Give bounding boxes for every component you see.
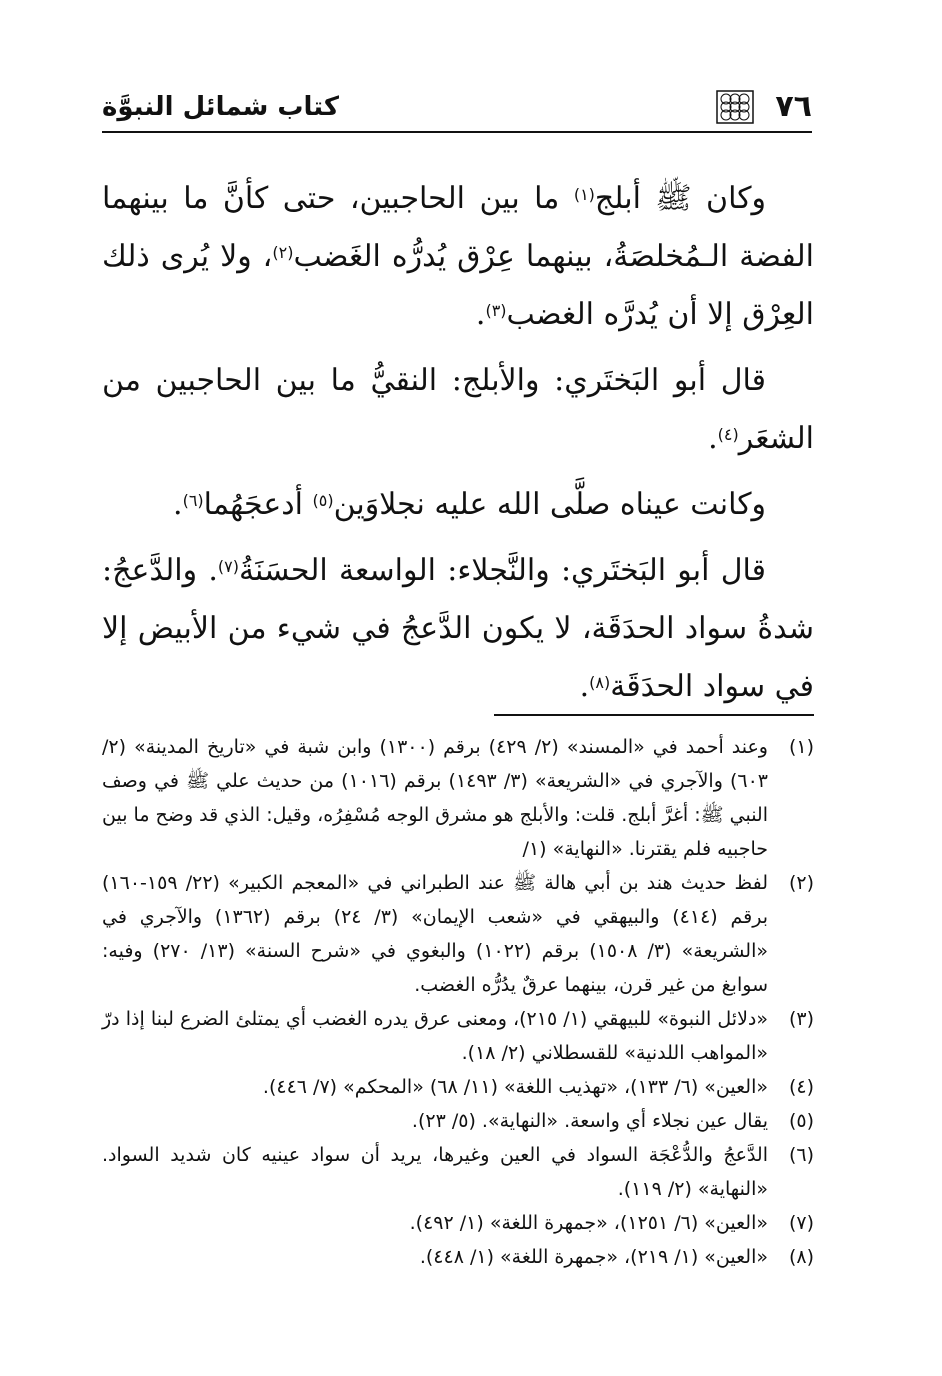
- arabesque-ornament-icon: [716, 90, 754, 124]
- footnote-ref[interactable]: (٣): [485, 301, 507, 320]
- footnote-text: «العين» (٦/ ١٣٣)، «تهذيب اللغة» (١١/ ٦٨) «المحكم» (٧/ ٤٤٦).: [262, 1076, 768, 1098]
- text-segment: . والدَّعجُ: شدةُ سواد الحدَقَة، لا يكون الدَّعجُ في شيء من الأبيض إلا في سواد الحدَقَة: [102, 553, 814, 704]
- text-segment: .: [475, 297, 486, 332]
- text-segment: قال أبو البَختَري: والأبلج: النقيُّ ما بين الحاجبين من الشعَر: [102, 363, 814, 456]
- text-segment: ، ولا يُرى ذلك العِرْق إلا أن يُدرَّه الغضب: [102, 239, 814, 332]
- footnote-item: [102, 1240, 814, 1274]
- page-number: ٧٦: [775, 89, 812, 124]
- footnote-text: «العين» (١/ ٢١٩)، «جمهرة اللغة» (١/ ٤٤٨).: [419, 1246, 768, 1268]
- footnote-number: (٥): [788, 1110, 814, 1132]
- main-text: [102, 170, 814, 716]
- text-segment: وكان ﷺ أبلج: [594, 181, 766, 216]
- footnote-item: [102, 1002, 814, 1070]
- footnote-text: يقال عين نجلاء أي واسعة. «النهاية». (٥/ ٢٣).: [411, 1110, 768, 1132]
- text-segment: ما بين الحاجبين، حتى كأنَّ ما بينهما الفضة الـمُخلصَةُ، بينهما عِرْق يُدرُّه الغَضب: [102, 181, 814, 274]
- footnote-text: وعند أحمد في «المسند» (٢/ ٤٢٩) برقم (١٣٠٠) وابن شبة في «تاريخ المدينة» (٢/ ٦٠٣) والآجري في «الشريعة» (٣/ ١٤٩٣) برقم (١٠١٦) من حديث علي ﷺ في وصف النبي ﷺ: أغرَّ أبلج. قلت: والأبلج هو مشرق الوجه مُسْفِرُه، وقيل: الذي قد وضح ما بين حاجبيه فلم يقترنا. «النهاية» (١/: [102, 736, 769, 860]
- footnote-text: لفظ حديث هند بن أبي هالة ﷺ عند الطبراني في «المعجم الكبير» (٢٢/ ١٥٩-١٦٠) برقم (٤١٤) والبيهقي في «شعب الإيمان» (٣/ ٢٤) برقم (١٣٦٢) والآجري في «الشريعة» (٣/ ١٥٠٨) برقم (١٠٢٢) والبغوي في «شرح السنة» (١٣/ ٢٧٠) وفيه: سوابغ من غير قرن، بينهما عرقٌ يدُرُّه الغضب.: [102, 872, 768, 996]
- footnote-ref[interactable]: (٨): [589, 673, 611, 692]
- footnote-number: (٢): [788, 872, 814, 894]
- footnote-ref[interactable]: (٧): [217, 557, 239, 576]
- footnote-item: [102, 730, 814, 866]
- footnote-item: [102, 1070, 814, 1104]
- paragraph: [102, 542, 814, 716]
- footnote-number: (٨): [788, 1246, 814, 1268]
- footnote-number: (٤): [788, 1076, 814, 1098]
- footnote-item: [102, 1104, 814, 1138]
- footnote-text: «العين» (٦/ ١٢٥١)، «جمهرة اللغة» (١/ ٤٩٢).: [409, 1212, 768, 1234]
- footnote-text: «دلائل النبوة» للبيهقي (١/ ٢١٥)، ومعنى عرق يدره الغضب أي يمتلئ الضرع لبنا إذا درّ «المواهب اللدنية» للقسطلاني (٢/ ١٨).: [102, 1008, 768, 1064]
- footnote-ref[interactable]: (٤): [717, 425, 739, 444]
- footnote-ref[interactable]: (١): [573, 185, 595, 204]
- footnote-text: الدَّعجُ والدُّعْجَة السواد في العين وغيرها، يريد أن سواد عينيه كان شديد السواد. «النهاية» (٢/ ١١٩).: [102, 1144, 768, 1200]
- footnote-number: (٣): [788, 1008, 814, 1030]
- footnote-item: [102, 1206, 814, 1240]
- footnote-separator: [494, 714, 814, 716]
- paragraph: [102, 352, 814, 468]
- header-rule: [102, 131, 812, 133]
- footnote-ref[interactable]: (٢): [272, 243, 294, 262]
- footnote-ref[interactable]: (٥): [312, 491, 334, 510]
- text-segment: وكانت عيناه صلَّى الله عليه نجلاوَين: [333, 487, 766, 522]
- footnote-item: [102, 1138, 814, 1206]
- footnote-ref[interactable]: (٦): [182, 491, 204, 510]
- text-segment: قال أبو البَختَري: والنَّجلاء: الواسعة الحسَنَةُ: [238, 553, 767, 588]
- text-segment: .: [708, 421, 718, 456]
- footnote-number: (٦): [788, 1144, 814, 1166]
- text-segment: أدعجَهُما: [203, 487, 313, 522]
- paragraph: [102, 170, 814, 344]
- text-segment: .: [173, 487, 183, 522]
- page-header: [102, 88, 812, 126]
- running-title: كتاب شمائل النبوَّة: [102, 92, 340, 122]
- footnote-number: (٧): [788, 1212, 814, 1234]
- footnote-number: (١): [788, 736, 814, 758]
- footnote-item: [102, 866, 814, 1002]
- text-segment: .: [579, 669, 590, 704]
- footnotes: [102, 730, 814, 1274]
- paragraph: [102, 476, 814, 534]
